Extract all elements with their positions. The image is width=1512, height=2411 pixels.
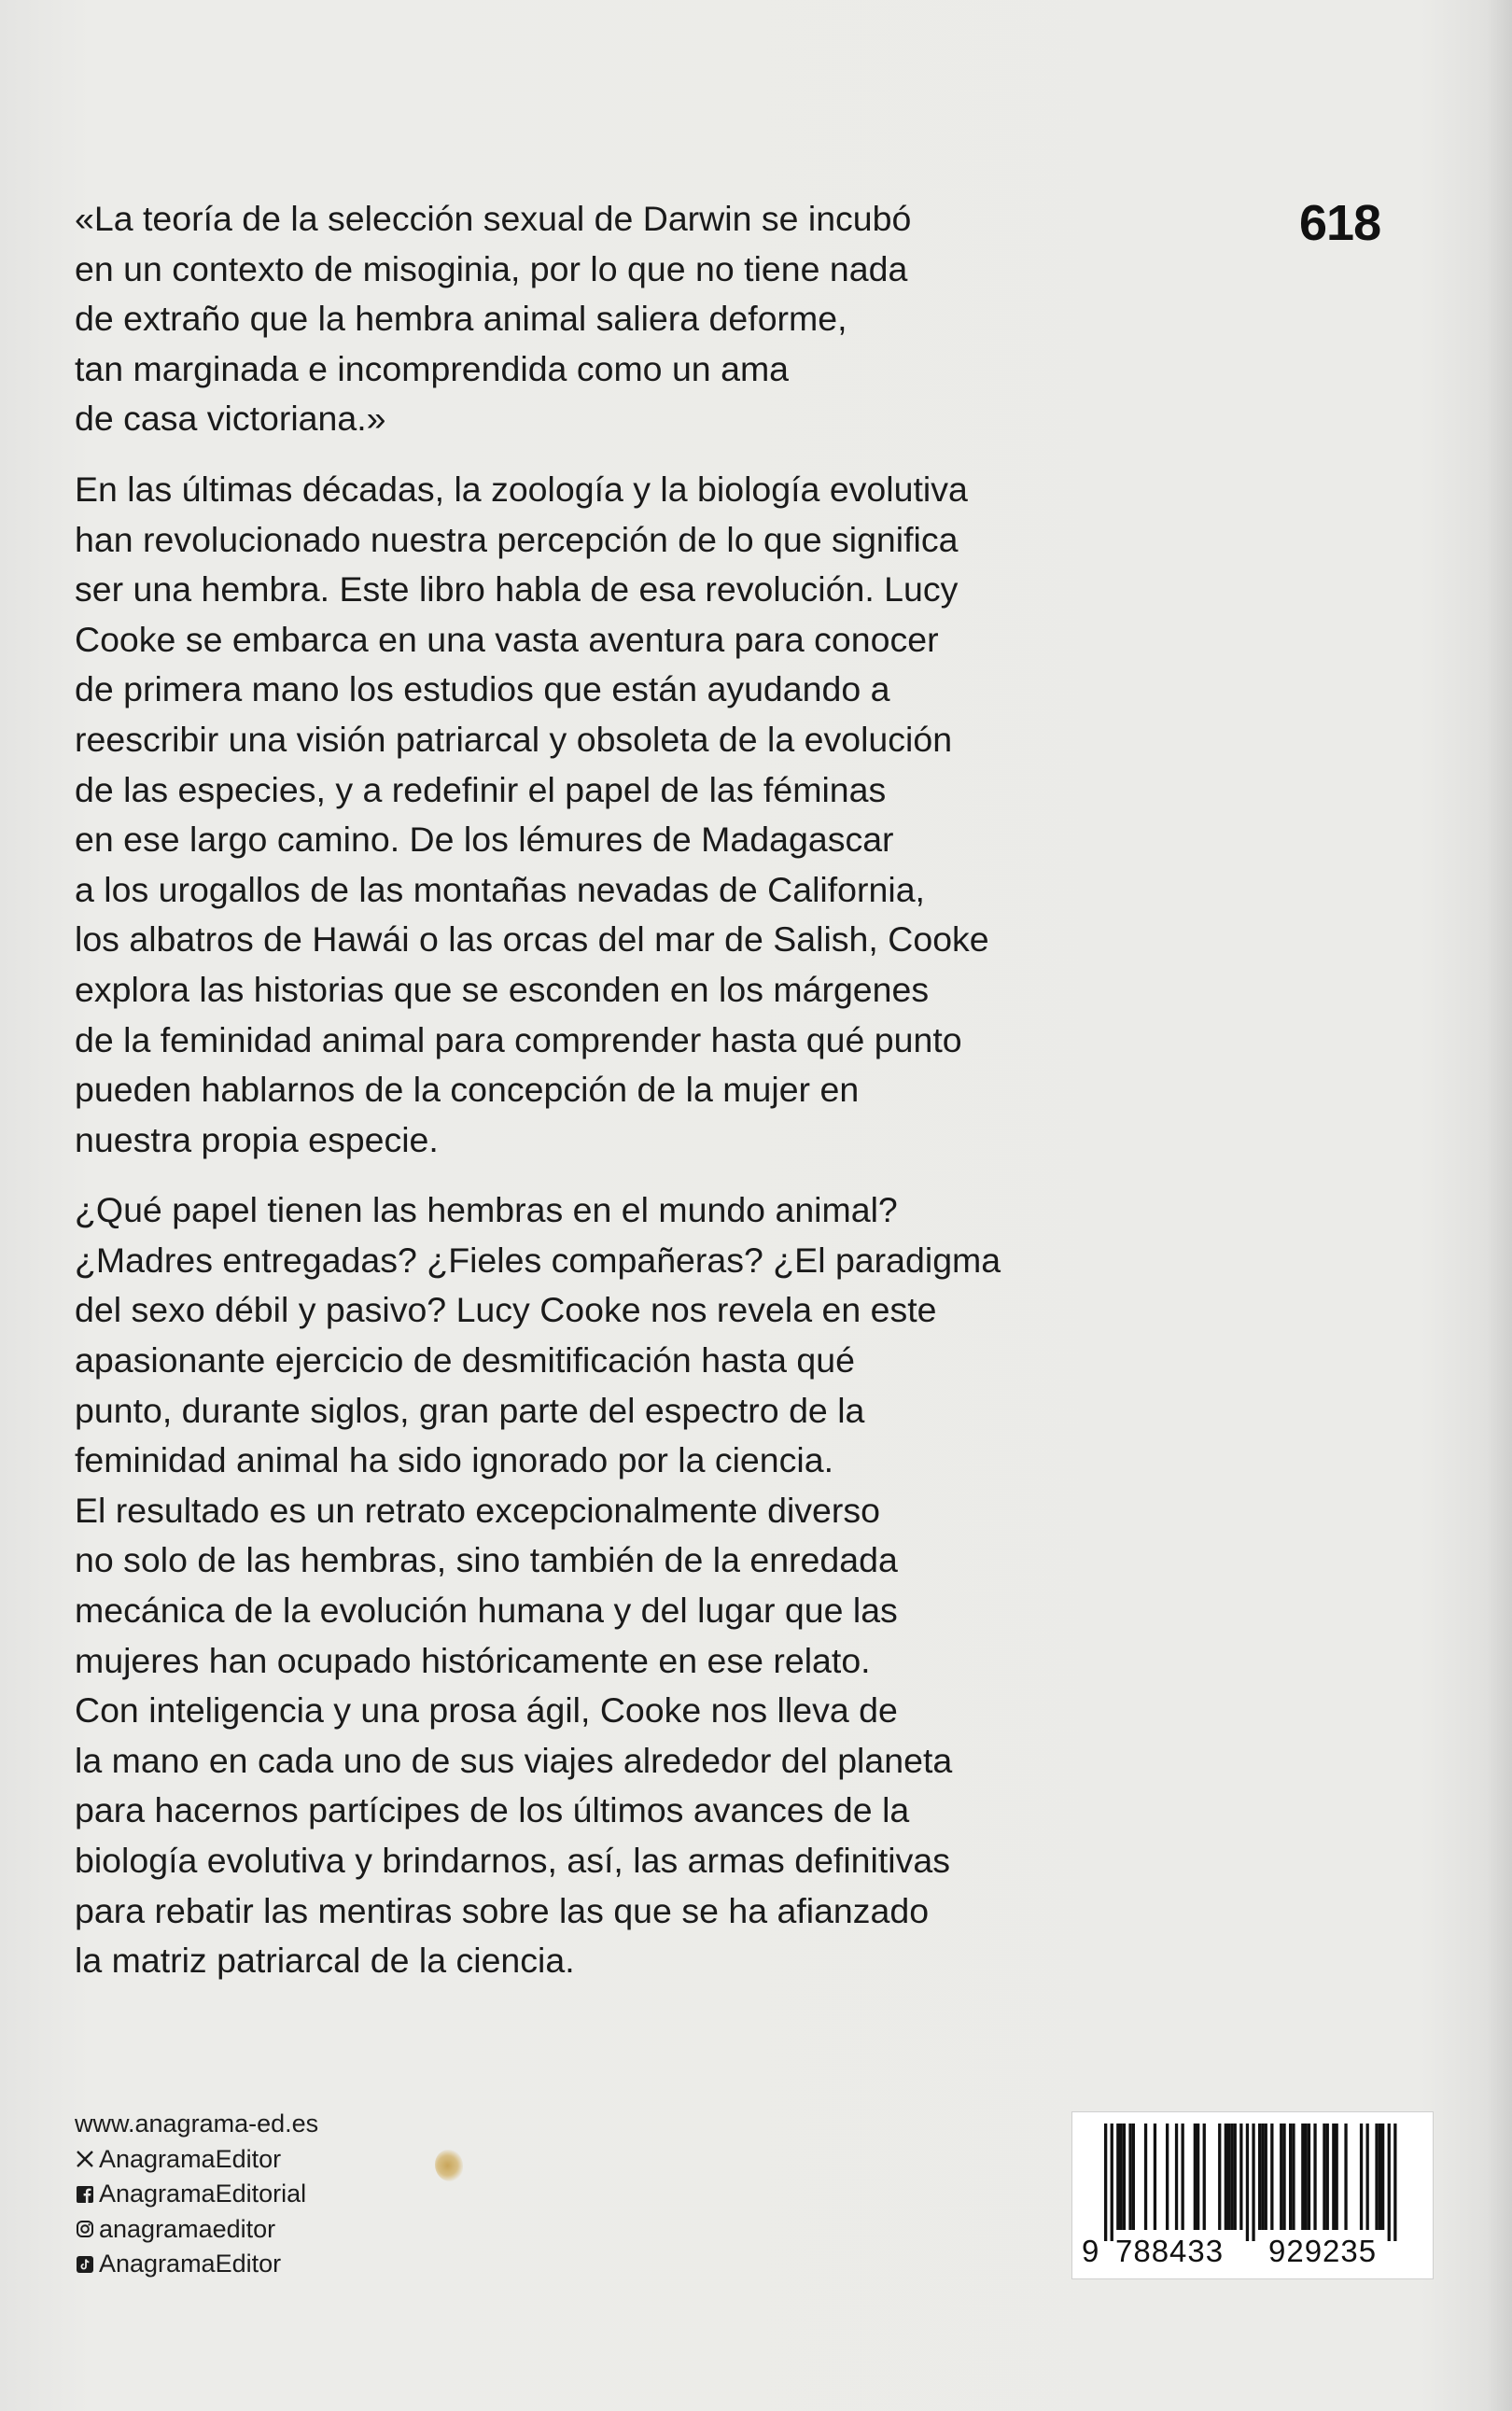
quote-line: tan marginada e incomprendida como un ama bbox=[75, 348, 790, 388]
barcode-bar bbox=[1292, 2124, 1295, 2230]
isbn-barcode bbox=[1071, 2111, 1434, 2279]
barcode-bar bbox=[1246, 2124, 1249, 2241]
barcode-bar bbox=[1218, 2124, 1221, 2230]
cover-edge-shadow bbox=[1486, 0, 1512, 2411]
paragraph-2-line: El resultado es un retrato excepcionalmente diverso bbox=[75, 1490, 880, 1530]
instagram-row[interactable] bbox=[75, 2212, 318, 2248]
paragraph-1-line: En las últimas décadas, la zoología y la biología evolutiva bbox=[75, 469, 968, 509]
barcode-bar bbox=[1230, 2124, 1233, 2230]
quote-line: de casa victoriana.» bbox=[75, 399, 386, 439]
paragraph-2-line: Con inteligencia y una prosa ágil, Cooke nos lleva de bbox=[75, 1690, 898, 1731]
barcode-bar bbox=[1116, 2124, 1119, 2230]
facebook-row[interactable] bbox=[75, 2177, 318, 2212]
barcode-bar bbox=[1323, 2124, 1325, 2230]
barcode-bar bbox=[1261, 2124, 1264, 2230]
barcode-bar bbox=[1270, 2124, 1273, 2230]
paragraph-1-line: de las especies, y a redefinir el papel de las féminas bbox=[75, 769, 887, 809]
instagram-icon bbox=[75, 2219, 95, 2239]
quote-line: de extraño que la hembra animal saliera deforme, bbox=[75, 299, 847, 339]
barcode-bar bbox=[1111, 2124, 1113, 2241]
isbn-first-digit: 9 bbox=[1082, 2234, 1100, 2268]
paragraph-2-line: la matriz patriarcal de la ciencia. bbox=[75, 1941, 575, 1981]
x-handle[interactable]: AnagramaEditor bbox=[99, 2144, 282, 2173]
publisher-contacts bbox=[75, 2107, 318, 2282]
barcode-bar bbox=[1366, 2124, 1369, 2230]
barcode-bar bbox=[1379, 2124, 1381, 2230]
paragraph-2-line: biología evolutiva y brindarnos, así, las armas definitivas bbox=[75, 1841, 950, 1880]
barcode-bar bbox=[1197, 2124, 1199, 2230]
barcode-bar bbox=[1375, 2124, 1378, 2230]
paragraph-2-line: del sexo débil y pasivo? Lucy Cooke nos revela en este bbox=[75, 1290, 937, 1330]
barcode-bar bbox=[1123, 2124, 1126, 2230]
barcode-bar bbox=[1381, 2124, 1384, 2230]
paragraph-1-line: los albatros de Hawái o las orcas del mar de Salish, Cooke bbox=[75, 919, 989, 960]
facebook-handle[interactable]: AnagramaEditorial bbox=[99, 2180, 307, 2208]
instagram-handle[interactable]: anagramaeditor bbox=[99, 2214, 276, 2243]
barcode-bar bbox=[1225, 2124, 1227, 2230]
barcode-bar bbox=[1344, 2124, 1347, 2230]
barcode-bar bbox=[1194, 2124, 1197, 2230]
barcode-bar bbox=[1144, 2124, 1147, 2230]
x-row[interactable] bbox=[75, 2142, 318, 2178]
barcode-bar bbox=[1258, 2124, 1261, 2230]
paragraph-2-line: para rebatir las mentiras sobre las que se ha afianzado bbox=[75, 1890, 930, 1930]
website-row[interactable] bbox=[75, 2107, 318, 2142]
paragraph-1-line: de primera mano los estudios que están ayudando a bbox=[75, 669, 890, 709]
paragraph-1-line: explora las historias que se esconden en los márgenes bbox=[75, 969, 930, 1009]
blurb-paragraph-2 bbox=[75, 1185, 1195, 1986]
isbn-group-1: 788433 bbox=[1115, 2234, 1225, 2268]
collection-number: 618 bbox=[1299, 195, 1381, 251]
barcode-bar bbox=[1301, 2124, 1304, 2230]
barcode-bar bbox=[1313, 2124, 1316, 2230]
tiktok-handle[interactable]: AnagramaEditor bbox=[99, 2250, 282, 2278]
barcode-bar bbox=[1234, 2124, 1237, 2230]
paragraph-2-line: feminidad animal ha sido ignorado por la ciencia. bbox=[75, 1440, 833, 1480]
paragraph-2-line: para hacernos partícipes de los últimos avances de la bbox=[75, 1790, 910, 1830]
barcode-bar bbox=[1239, 2124, 1242, 2230]
isbn-group-2: 929235 bbox=[1268, 2234, 1378, 2268]
barcode-bar bbox=[1388, 2124, 1391, 2241]
barcode-bar bbox=[1227, 2124, 1230, 2230]
barcode-bar bbox=[1265, 2124, 1267, 2230]
paragraph-1-line: han revolucionado nuestra percepción de lo que significa bbox=[75, 519, 959, 559]
barcode-bar bbox=[1332, 2124, 1335, 2230]
paragraph-1-line: Cooke se embarca en una vasta aventura para conocer bbox=[75, 619, 939, 659]
barcode-bar bbox=[1360, 2124, 1363, 2230]
paragraph-2-line: mujeres han ocupado históricamente en ese relato. bbox=[75, 1640, 871, 1680]
barcode-bar bbox=[1166, 2124, 1169, 2230]
barcode-bar bbox=[1175, 2124, 1178, 2230]
barcode-bar bbox=[1308, 2124, 1310, 2230]
paragraph-1-line: de la feminidad animal para comprender hasta qué punto bbox=[75, 1019, 962, 1059]
paragraph-2-line: la mano en cada uno de sus viajes alrededor del planeta bbox=[75, 1740, 953, 1780]
barcode-bar bbox=[1326, 2124, 1329, 2230]
barcode-bar bbox=[1120, 2124, 1123, 2230]
barcode-bar bbox=[1289, 2124, 1292, 2230]
paragraph-1-line: en ese largo camino. De los lémures de Madagascar bbox=[75, 820, 894, 860]
paragraph-2-line: ¿Madres entregadas? ¿Fieles compañeras? ¿El paradigma bbox=[75, 1240, 1001, 1280]
barcode-bar bbox=[1280, 2124, 1282, 2230]
barcode-bar bbox=[1252, 2124, 1254, 2241]
barcode-bar bbox=[1282, 2124, 1285, 2230]
website-link[interactable]: www.anagrama-ed.es bbox=[75, 2110, 319, 2138]
quote-line: «La teoría de la selección sexual de Darwin se incubó bbox=[75, 199, 912, 238]
barcode-bar bbox=[1154, 2124, 1156, 2230]
paragraph-2-line: mecánica de la evolución humana y del lugar que las bbox=[75, 1591, 898, 1631]
paragraph-1-line: pueden hablarnos de la concepción de la mujer en bbox=[75, 1070, 860, 1110]
tiktok-row[interactable] bbox=[75, 2247, 318, 2282]
paragraph-1-line: nuestra propia especie. bbox=[75, 1119, 439, 1159]
paragraph-2-line: ¿Qué papel tienen las hembras en el mundo animal? bbox=[75, 1190, 898, 1230]
blurb-paragraph-1 bbox=[75, 465, 1195, 1165]
facebook-icon bbox=[75, 2184, 95, 2205]
paragraph-2-line: no solo de las hembras, sino también de la enredada bbox=[75, 1540, 898, 1580]
blurb-text bbox=[75, 194, 1195, 2007]
barcode-bar bbox=[1182, 2124, 1184, 2230]
barcode-bar bbox=[1128, 2124, 1131, 2230]
barcode-bar bbox=[1203, 2124, 1206, 2230]
paragraph-1-line: ser una hembra. Este libro habla de esa revolución. Lucy bbox=[75, 569, 959, 610]
quote-line: en un contexto de misoginia, por lo que no tiene nada bbox=[75, 248, 908, 288]
barcode-bar bbox=[1336, 2124, 1338, 2230]
paragraph-2-line: apasionante ejercicio de desmitificación hasta qué bbox=[75, 1340, 855, 1381]
paper-stain bbox=[435, 2150, 463, 2181]
tiktok-icon bbox=[75, 2254, 95, 2275]
x-icon bbox=[75, 2149, 95, 2169]
epigraph-quote bbox=[75, 194, 1195, 444]
paragraph-1-line: a los urogallos de las montañas nevadas de California, bbox=[75, 869, 925, 909]
paragraph-1-line: reescribir una visión patriarcal y obsoleta de la evolución bbox=[75, 719, 953, 759]
paragraph-2-line: punto, durante siglos, gran parte del espectro de la bbox=[75, 1390, 865, 1430]
barcode-bar bbox=[1305, 2124, 1308, 2230]
barcode-bar bbox=[1393, 2124, 1396, 2241]
barcode-bar bbox=[1104, 2124, 1107, 2241]
barcode-bar bbox=[1132, 2124, 1135, 2230]
